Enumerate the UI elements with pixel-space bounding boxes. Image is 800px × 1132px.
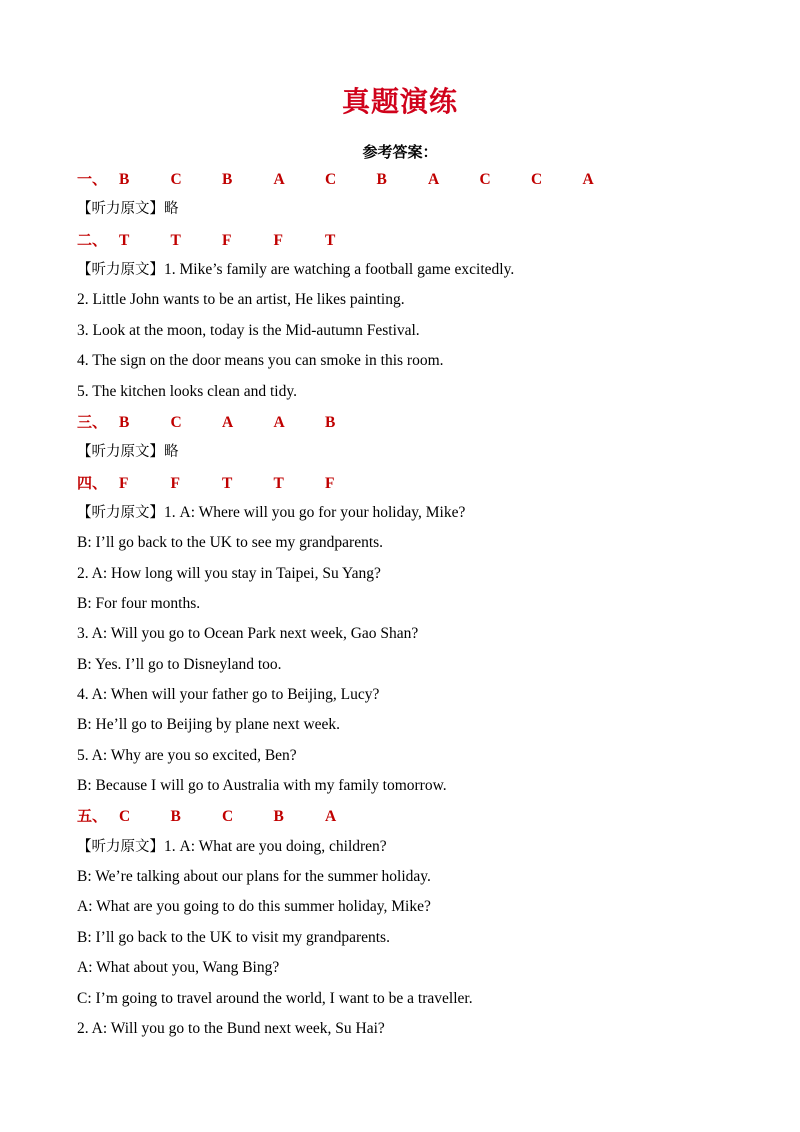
listening-script-text: 略: [164, 201, 179, 218]
listening-script-text: 1. Mike’s family are watching a football game excitedly.: [164, 261, 515, 279]
section-number: 五、: [77, 807, 108, 826]
answer-choice: A: [273, 413, 285, 431]
section-number: 二、: [77, 230, 108, 249]
answer-choice: T: [273, 474, 284, 492]
listening-script-text: C: I’m going to travel around the world, I want to be a traveller.: [77, 989, 473, 1007]
listening-script-line: [77, 988, 473, 1010]
answer-choice: C: [531, 171, 543, 188]
listening-script-label: 【听力原文】: [77, 444, 164, 461]
listening-script-label: 【听力原文】: [77, 838, 164, 855]
listening-script-line: [77, 350, 444, 372]
listening-script-line: [77, 259, 514, 281]
listening-script-line: [77, 654, 282, 676]
answer-choice: F: [170, 474, 180, 492]
listening-script-text: B: We’re talking about our plans for the summer holiday.: [77, 868, 431, 886]
answer-key-heading: 参考答案：: [362, 143, 438, 161]
listening-script-line: [77, 441, 179, 463]
answer-choice: C: [479, 171, 491, 188]
listening-script-text: 略: [164, 444, 179, 461]
listening-script-line: [77, 623, 418, 645]
section-number: 三、: [77, 412, 108, 431]
listening-script-text: 4. The sign on the door means you can smoke in this room.: [77, 352, 444, 370]
listening-script-line: [77, 866, 431, 888]
listening-script-text: B: For four months.: [77, 594, 201, 612]
listening-script-line: [77, 775, 447, 797]
answer-choice: B: [325, 413, 336, 431]
listening-script-text: B: Yes. I’ll go to Disneyland too.: [77, 655, 282, 673]
listening-script-line: [77, 532, 383, 554]
listening-script-line: [77, 381, 297, 403]
answer-choice: T: [170, 231, 181, 249]
answer-row: [77, 229, 377, 251]
listening-script-line: [77, 957, 279, 979]
listening-script-line: [77, 1018, 385, 1040]
listening-script-line: [77, 563, 381, 585]
answer-choice: C: [119, 808, 131, 826]
listening-script-line: [77, 502, 465, 524]
answer-row: [77, 168, 634, 190]
listening-script-line: [77, 836, 387, 858]
answer-choice: F: [325, 474, 335, 492]
listening-script-text: B: I’ll go back to the UK to visit my grandparents.: [77, 928, 390, 946]
answer-choice: C: [170, 413, 182, 431]
section-number: 四、: [77, 473, 108, 492]
answer-choice: B: [119, 171, 130, 188]
answer-row: [77, 805, 377, 827]
answer-choice: C: [222, 808, 234, 826]
listening-script-line: [77, 896, 431, 918]
answer-choice: A: [582, 171, 594, 188]
listening-script-text: 4. A: When will your father go to Beijing, Lucy?: [77, 686, 380, 703]
listening-script-text: 2. A: Will you go to the Bund next week, Su Hai?: [77, 1019, 385, 1037]
answer-choice: T: [222, 474, 233, 492]
answer-row: [77, 411, 377, 433]
answer-choice: A: [222, 413, 234, 431]
answer-choice: B: [119, 413, 130, 431]
listening-script-text: A: What are you going to do this summer holiday, Mike?: [77, 898, 431, 916]
listening-script-label: 【听力原文】: [77, 201, 164, 218]
listening-script-text: 5. The kitchen looks clean and tidy.: [77, 382, 297, 400]
listening-script-label: 【听力原文】: [77, 262, 164, 279]
listening-script-line: [77, 198, 179, 220]
listening-script-line: [77, 927, 390, 949]
page-title: 真题演练: [341, 85, 458, 118]
listening-script-text: 3. Look at the moon, today is the Mid-autumn Festival.: [77, 321, 420, 339]
listening-script-line: [77, 745, 297, 767]
answer-choice: B: [376, 171, 387, 188]
listening-script-label: 【听力原文】: [77, 504, 164, 521]
answer-choice: C: [325, 171, 337, 188]
listening-script-text: 2. A: How long will you stay in Taipei, Su Yang?: [77, 564, 381, 582]
answer-choice: A: [325, 808, 337, 826]
answer-choice: T: [119, 231, 130, 249]
listening-script-line: [77, 320, 420, 342]
answer-choice: A: [273, 171, 285, 188]
listening-script-line: [77, 289, 405, 311]
answer-choice: C: [170, 171, 182, 188]
answer-choice: B: [170, 808, 181, 826]
answer-choice: F: [119, 474, 129, 492]
section-number: 一、: [77, 170, 108, 188]
listening-script-text: 1. A: What are you doing, children?: [164, 837, 387, 855]
listening-script-text: 1. A: Where will you go for your holiday, Mike?: [164, 503, 466, 521]
listening-script-text: 5. A: Why are you so excited, Ben?: [77, 746, 297, 764]
listening-script-line: [77, 684, 379, 706]
listening-script-text: 3. A: Will you go to Ocean Park next week, Gao Shan?: [77, 625, 419, 643]
answer-choice: B: [273, 808, 284, 826]
answer-choice: F: [273, 231, 283, 249]
listening-script-line: [77, 593, 200, 615]
answer-choice: A: [428, 171, 440, 188]
listening-script-text: B: Because I will go to Australia with my family tomorrow.: [77, 777, 447, 794]
answer-choice: F: [222, 231, 232, 249]
answer-choice: B: [222, 171, 233, 188]
listening-script-text: B: He’ll go to Beijing by plane next week.: [77, 716, 341, 734]
answer-choice: T: [325, 231, 336, 249]
listening-script-line: [77, 714, 340, 736]
listening-script-text: A: What about you, Wang Bing?: [77, 959, 280, 977]
answer-row: [77, 472, 377, 494]
listening-script-text: B: I’ll go back to the UK to see my grandparents.: [77, 534, 384, 552]
listening-script-text: 2. Little John wants to be an artist, He likes painting.: [77, 291, 405, 309]
